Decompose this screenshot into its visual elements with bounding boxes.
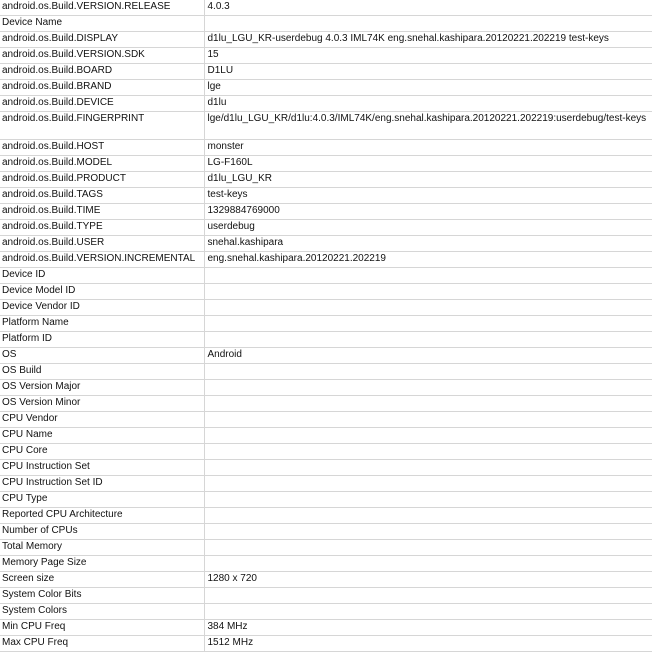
property-value [204, 492, 652, 508]
table-row [0, 620, 652, 636]
property-key: Device Model ID [0, 284, 204, 300]
table-row [0, 48, 652, 64]
property-key: OS Build [0, 364, 204, 380]
property-key: CPU Type [0, 492, 204, 508]
table-row [0, 220, 652, 236]
property-value [204, 268, 652, 284]
property-value: 384 MHz [204, 620, 652, 636]
property-value: userdebug [204, 220, 652, 236]
property-value: snehal.kashipara [204, 236, 652, 252]
property-key: Platform ID [0, 332, 204, 348]
property-key: android.os.Build.VERSION.INCREMENTAL [0, 252, 204, 268]
property-value: 15 [204, 48, 652, 64]
property-value [204, 16, 652, 32]
property-key: android.os.Build.HOST [0, 140, 204, 156]
table-row [0, 316, 652, 332]
property-value [204, 524, 652, 540]
property-key: CPU Core [0, 444, 204, 460]
property-value: d1lu_LGU_KR-userdebug 4.0.3 IML74K eng.snehal.kashipara.20120221.202219 test-keys [204, 32, 652, 48]
table-row [0, 444, 652, 460]
property-key: android.os.Build.TAGS [0, 188, 204, 204]
property-value: monster [204, 140, 652, 156]
table-row [0, 524, 652, 540]
property-value: eng.snehal.kashipara.20120221.202219 [204, 252, 652, 268]
table-row [0, 172, 652, 188]
property-key: android.os.Build.DISPLAY [0, 32, 204, 48]
property-value [204, 332, 652, 348]
property-value [204, 316, 652, 332]
table-row [0, 364, 652, 380]
property-value [204, 588, 652, 604]
table-row [0, 188, 652, 204]
property-value: d1lu_LGU_KR [204, 172, 652, 188]
table-row [0, 236, 652, 252]
property-value [204, 508, 652, 524]
property-key: android.os.Build.VERSION.SDK [0, 48, 204, 64]
property-key: Device Name [0, 16, 204, 32]
property-key: Reported CPU Architecture [0, 508, 204, 524]
property-value [204, 444, 652, 460]
property-value [204, 428, 652, 444]
table-row [0, 412, 652, 428]
property-key: android.os.Build.BOARD [0, 64, 204, 80]
property-key: android.os.Build.BRAND [0, 80, 204, 96]
property-value: lge/d1lu_LGU_KR/d1lu:4.0.3/IML74K/eng.snehal.kashipara.20120221.202219:userdebug/test-keys [204, 112, 652, 140]
property-value: 1512 MHz [204, 636, 652, 652]
property-key: Device Vendor ID [0, 300, 204, 316]
table-row [0, 396, 652, 412]
property-value [204, 604, 652, 620]
property-value [204, 284, 652, 300]
property-key: android.os.Build.USER [0, 236, 204, 252]
table-row [0, 64, 652, 80]
table-row [0, 428, 652, 444]
property-key: android.os.Build.FINGERPRINT [0, 112, 204, 140]
property-key: CPU Name [0, 428, 204, 444]
property-value [204, 476, 652, 492]
table-row [0, 0, 652, 16]
table-row [0, 112, 652, 140]
property-value [204, 380, 652, 396]
property-value: d1lu [204, 96, 652, 112]
table-row [0, 80, 652, 96]
property-key: Platform Name [0, 316, 204, 332]
table-row [0, 96, 652, 112]
table-row [0, 572, 652, 588]
table-row [0, 156, 652, 172]
property-key: System Colors [0, 604, 204, 620]
property-value: test-keys [204, 188, 652, 204]
property-key: CPU Instruction Set ID [0, 476, 204, 492]
property-key: OS [0, 348, 204, 364]
property-key: android.os.Build.TYPE [0, 220, 204, 236]
table-row [0, 556, 652, 572]
property-key: System Color Bits [0, 588, 204, 604]
property-key: android.os.Build.TIME [0, 204, 204, 220]
table-row [0, 32, 652, 48]
table-row [0, 204, 652, 220]
property-key: Max CPU Freq [0, 636, 204, 652]
property-value: Android [204, 348, 652, 364]
table-row [0, 508, 652, 524]
table-row [0, 252, 652, 268]
table-row [0, 332, 652, 348]
table-row [0, 16, 652, 32]
table-row [0, 604, 652, 620]
table-row [0, 300, 652, 316]
property-value [204, 364, 652, 380]
table-row [0, 348, 652, 364]
property-value: 4.0.3 [204, 0, 652, 16]
property-key: CPU Vendor [0, 412, 204, 428]
table-row [0, 284, 652, 300]
property-value [204, 460, 652, 476]
property-key: android.os.Build.DEVICE [0, 96, 204, 112]
property-value [204, 556, 652, 572]
table-row [0, 460, 652, 476]
property-value: lge [204, 80, 652, 96]
property-key: CPU Instruction Set [0, 460, 204, 476]
property-value [204, 412, 652, 428]
property-value: LG-F160L [204, 156, 652, 172]
property-key: android.os.Build.PRODUCT [0, 172, 204, 188]
property-key: OS Version Major [0, 380, 204, 396]
table-row [0, 476, 652, 492]
property-key: Device ID [0, 268, 204, 284]
table-row [0, 380, 652, 396]
property-value [204, 300, 652, 316]
table-row [0, 636, 652, 652]
table-row [0, 588, 652, 604]
property-value: 1280 x 720 [204, 572, 652, 588]
property-key: Min CPU Freq [0, 620, 204, 636]
property-key: android.os.Build.MODEL [0, 156, 204, 172]
property-value: 1329884769000 [204, 204, 652, 220]
table-row [0, 140, 652, 156]
property-key: Number of CPUs [0, 524, 204, 540]
table-row [0, 540, 652, 556]
table-row [0, 492, 652, 508]
property-key: Memory Page Size [0, 556, 204, 572]
property-value [204, 540, 652, 556]
property-value [204, 396, 652, 412]
property-key: Screen size [0, 572, 204, 588]
property-key: android.os.Build.VERSION.RELEASE [0, 0, 204, 16]
property-key: OS Version Minor [0, 396, 204, 412]
property-key: Total Memory [0, 540, 204, 556]
property-value: D1LU [204, 64, 652, 80]
table-row [0, 268, 652, 284]
